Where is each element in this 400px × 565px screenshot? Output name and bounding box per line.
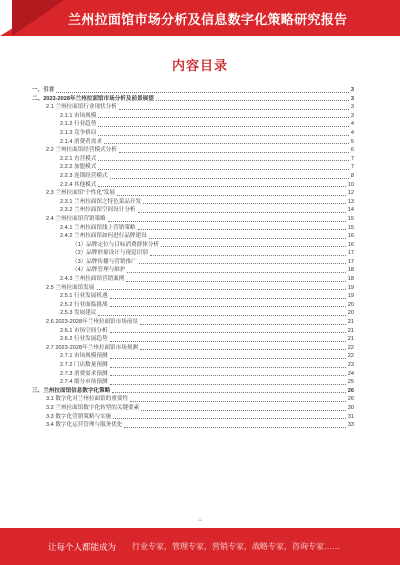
toc-entry-label: 3.4 数字化运营管理与服务优化 (46, 422, 123, 429)
toc-entry[interactable] (32, 309, 354, 318)
toc-dot-leader (108, 221, 346, 222)
toc-entry-page: 26 (347, 387, 354, 394)
toc-entry-page: 31 (347, 413, 354, 420)
toc-entry[interactable] (32, 103, 354, 112)
toc-dot-leader (130, 401, 346, 402)
toc-entry[interactable] (32, 258, 354, 267)
toc-entry[interactable] (32, 301, 354, 310)
toc-entry-label: 2.4.1 兰州拉面馆线上营销策略 (60, 224, 136, 231)
toc-entry-page: 4 (350, 129, 354, 136)
toc-dot-leader (138, 212, 346, 213)
toc-entry[interactable] (32, 361, 354, 370)
toc-entry-label: 2.4.3 兰州拉面馆营销案例 (60, 276, 125, 283)
toc-entry[interactable] (32, 120, 354, 129)
toc-entry[interactable] (32, 189, 354, 198)
toc-dot-leader (119, 152, 349, 153)
toc-entry-label: 2.2 兰州拉面馆经营模式分析 (46, 147, 117, 154)
toc-entry[interactable] (32, 275, 354, 284)
toc-entry-page: 14 (347, 207, 354, 214)
toc-entry-page: 17 (347, 250, 354, 257)
toc-dot-leader (161, 246, 346, 247)
toc-entry-label: 3.2 兰州拉面馆数字化转型的关键要素 (46, 404, 140, 411)
toc-entry-label: 2.1.1 市场规模 (60, 112, 97, 119)
toc-entry-page: 12 (347, 190, 354, 197)
toc-entry-page: 8 (350, 172, 354, 179)
toc-dot-leader (140, 324, 346, 325)
toc-entry[interactable] (32, 395, 354, 404)
toc-dot-leader (98, 117, 349, 118)
toc-entry[interactable] (32, 344, 354, 353)
toc-dot-leader (138, 229, 346, 230)
toc-entry-page: 22 (347, 353, 354, 360)
toc-dot-leader (156, 100, 349, 101)
toc-entry-label: （2）品牌形象设计与视觉识别 (72, 250, 148, 257)
toc-entry-label: （3）品牌传播与营销推广 (72, 258, 137, 265)
toc-entry-page: 3 (350, 95, 354, 102)
toc-dot-leader (56, 92, 348, 93)
toc-entry[interactable] (32, 198, 354, 207)
toc-entry[interactable] (32, 370, 354, 379)
toc-entry-label: 2.1.4 消费者需求 (60, 138, 102, 145)
toc-entry[interactable] (32, 292, 354, 301)
toc-dot-leader (110, 341, 346, 342)
toc-dot-leader (112, 392, 345, 393)
page-footer (0, 528, 400, 565)
toc-dot-leader (110, 375, 346, 376)
toc-entry[interactable] (32, 206, 354, 215)
toc-entry-page: 16 (347, 233, 354, 240)
toc-entry-page: 19 (347, 284, 354, 291)
toc-entry-label: 三、兰州拉面馆信息数字化策略 (32, 387, 111, 394)
toc-dot-leader (98, 160, 349, 161)
toc-entry-page: 19 (347, 293, 354, 300)
toc-entry-label: 2.5 兰州拉面馆发展 (46, 284, 95, 291)
toc-entry-page: 3 (350, 112, 354, 119)
toc-entry-page: 16 (347, 241, 354, 248)
toc-entry[interactable] (32, 232, 354, 241)
toc-entry-label: 2.2.2 加盟模式 (60, 164, 97, 171)
page-number: -1- (197, 517, 203, 522)
toc-entry-page: 17 (347, 258, 354, 265)
toc-entry-page: 18 (347, 267, 354, 274)
header-corner-accent (12, 0, 64, 36)
toc-entry[interactable] (32, 378, 354, 387)
toc-entry[interactable] (32, 335, 354, 344)
toc-entry-label: 2.4 兰州拉面馆营销策略 (46, 215, 106, 222)
toc-entry[interactable] (32, 163, 354, 172)
toc-entry-label: 二、2023-2028年兰州拉面馆市场分析及前景展望 (32, 95, 154, 102)
toc-entry[interactable] (32, 155, 354, 164)
page-header (0, 0, 400, 36)
toc-entry-page: 6 (350, 147, 354, 154)
toc-entry-label: 2.3.2 兰州拉面馆空间设计分析 (60, 207, 136, 214)
toc-entry-page: 20 (347, 301, 354, 308)
toc-entry-label: 2.3 兰州拉面馆“个性化”发展 (46, 190, 115, 197)
footer-slogan: 让每个人都能成为 (48, 542, 117, 552)
toc-entry[interactable] (32, 95, 354, 104)
toc-dot-leader (110, 306, 346, 307)
report-title: 兰州拉面馆市场分析及信息数字化策略研究报告 (68, 12, 348, 27)
toc-entry-label: 3.1 数字化对兰州拉面馆的重要性 (46, 396, 129, 403)
toc-dot-leader (110, 367, 346, 368)
toc-dot-leader (110, 332, 346, 333)
toc-entry[interactable] (32, 146, 354, 155)
toc-entry-page: 10 (347, 181, 354, 188)
toc-entry-page: 18 (347, 276, 354, 283)
toc-entry[interactable] (32, 413, 354, 422)
toc-entry-label: 2.1.3 竞争格局 (60, 129, 97, 136)
toc-entry[interactable] (32, 421, 354, 430)
toc-dot-leader (140, 349, 346, 350)
table-of-contents (32, 86, 354, 430)
toc-entry-page: 15 (347, 224, 354, 231)
toc-entry-label: 2.7 2023-2028年兰州拉面馆市场预测 (46, 344, 139, 351)
toc-entry[interactable] (32, 112, 354, 121)
toc-entry-page: 15 (347, 215, 354, 222)
toc-dot-leader (98, 126, 349, 127)
toc-entry-label: 2.5.1 行业发展机遇 (60, 293, 108, 300)
toc-dot-leader (98, 135, 349, 136)
toc-heading: 内容目录 (171, 58, 228, 73)
toc-dot-leader (141, 410, 346, 411)
toc-dot-leader (110, 178, 349, 179)
toc-entry-label: 2.1.2 行业趋势 (60, 121, 97, 128)
toc-dot-leader (98, 186, 345, 187)
toc-entry[interactable] (32, 86, 354, 95)
toc-entry[interactable] (32, 266, 354, 275)
toc-entry[interactable] (32, 129, 354, 138)
toc-entry-page: 26 (347, 396, 354, 403)
toc-entry[interactable] (32, 404, 354, 413)
toc-entry-page: 7 (350, 155, 354, 162)
toc-dot-leader (98, 169, 349, 170)
toc-entry[interactable] (32, 138, 354, 147)
toc-entry-label: 2.4.2 兰州拉面馆如何进行品牌建设 (60, 233, 147, 240)
toc-dot-leader (110, 358, 346, 359)
toc-entry[interactable] (32, 284, 354, 293)
toc-entry-label: 2.1 兰州拉面馆行业现状分析 (46, 104, 117, 111)
toc-entry-page: 24 (347, 370, 354, 377)
toc-entry-label: 2.7.3 消费需求预测 (60, 370, 108, 377)
toc-entry-label: 2.5.2 行业面临挑战 (60, 301, 108, 308)
toc-entry-label: 2.6.1 市场空间分析 (60, 327, 108, 334)
toc-entry-page: 22 (347, 344, 354, 351)
toc-entry-page: 21 (347, 327, 354, 334)
toc-entry-label: 2.7.2 门店数量预测 (60, 362, 108, 368)
toc-entry-page: 3 (350, 87, 354, 93)
toc-entry-page: 33 (347, 422, 354, 429)
toc-dot-leader (126, 281, 345, 282)
toc-dot-leader (110, 384, 346, 385)
toc-entry-page: 7 (350, 164, 354, 171)
toc-dot-leader (117, 195, 346, 196)
toc-entry-label: 2.7.1 市场规模预测 (60, 353, 108, 360)
toc-entry-page: 13 (347, 198, 354, 205)
toc-entry[interactable] (32, 215, 354, 224)
toc-entry[interactable] (32, 241, 354, 250)
toc-entry-page: 4 (350, 121, 354, 128)
toc-entry-label: 2.6.2 行业发展趋势 (60, 336, 108, 343)
toc-entry[interactable] (32, 249, 354, 258)
toc-entry[interactable] (32, 352, 354, 361)
toc-dot-leader (104, 143, 349, 144)
toc-entry[interactable] (32, 181, 354, 190)
toc-entry-page: 25 (347, 379, 354, 386)
toc-entry-page: 23 (347, 362, 354, 368)
toc-entry-page: 30 (347, 404, 354, 411)
toc-dot-leader (149, 238, 346, 239)
toc-entry-page: 21 (347, 319, 354, 326)
toc-dot-leader (143, 203, 346, 204)
toc-entry-label: （4）品牌管理与维护 (72, 267, 126, 274)
toc-entry-label: 2.7.4 细分市场预测 (60, 379, 108, 386)
toc-entry-label: 2.6 2023-2028年兰州拉面馆市场前景 (46, 319, 139, 326)
footer-expert-list: 行业专家，管理专家，营销专家，战略专家，咨询专家…… (132, 542, 340, 551)
toc-dot-leader (110, 298, 346, 299)
toc-dot-leader (119, 109, 349, 110)
toc-entry-page: 21 (347, 336, 354, 343)
toc-entry-page: 20 (347, 310, 354, 317)
toc-entry[interactable] (32, 172, 354, 181)
toc-entry-label: 3.3 数字化营销策略与实施 (46, 413, 112, 420)
toc-entry[interactable] (32, 387, 354, 396)
toc-entry-label: 2.2.3 连锁经营模式 (60, 172, 108, 179)
toc-entry-label: 一、引言 (32, 87, 55, 93)
toc-entry-label: 2.2.1 直营模式 (60, 155, 97, 162)
toc-dot-leader (98, 315, 345, 316)
toc-dot-leader (113, 418, 345, 419)
toc-dot-leader (97, 289, 346, 290)
toc-entry-page: 5 (350, 138, 354, 145)
toc-entry-label: 2.2.4 其他模式 (60, 181, 97, 188)
toc-dot-leader (139, 263, 346, 264)
toc-entry-label: （1）品牌定位与目标消费群体分析 (72, 241, 160, 248)
toc-entry-label: 2.3.1 兰州拉面馆之特色菜品开发 (60, 198, 142, 205)
toc-entry[interactable] (32, 224, 354, 233)
toc-dot-leader (127, 272, 345, 273)
toc-dot-leader (124, 427, 345, 428)
toc-entry[interactable] (32, 318, 354, 327)
toc-entry[interactable] (32, 327, 354, 336)
toc-entry-page: 3 (350, 104, 354, 111)
toc-dot-leader (150, 255, 346, 256)
toc-entry-label: 2.5.3 发展建议 (60, 310, 97, 317)
